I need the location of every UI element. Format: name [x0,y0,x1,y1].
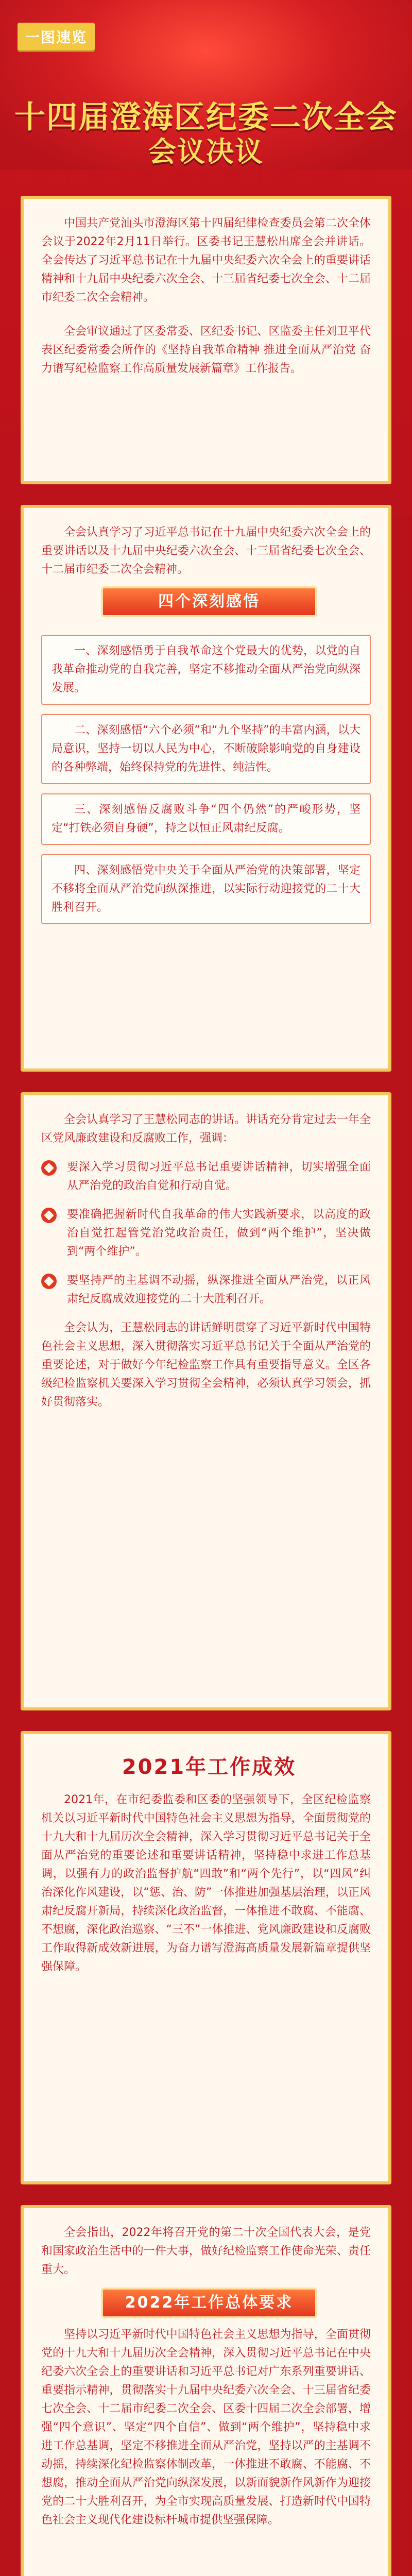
section3-intro: 全会认真学习了王慧松同志的讲话。讲话充分肯定过去一年全区党风廉政建设和反腐败工作，强调： [41,1113,371,1145]
page-title-line2: 会议决议 [148,135,264,168]
speech-item: 要深入学习贯彻习近平总书记重要讲话精神，切实增强全面从严治党的政治自觉和行动自觉。 [41,1158,371,1195]
section5-text: 坚持以习近平新时代中国特色社会主义思想为指导，全面贯彻党的十九大和十九届历次全会精神，深入贯彻习近平总书记在中央纪委六次全会上的重要讲话和习近平总书记对广东系列重要讲话、重要指示精神，贯彻落实十九届中央纪委六次全会、十三届省纪委七次全会、十二届市纪委二次全会、区委十四届二次全会部署，增强“四个意识”、坚定“四个自信”、做到“两个维护”，坚持稳中求进工作总基调，坚定不移推进全面从严治党，坚持以严的主基调不动摇，持续深化纪检监察体制改革，一体推进不敢腐、不能腐、不想腐，推动全面从严治党向纵深发展，以新面貌新作风新作为迎接党的二十大胜利召开，为全市实现高质量发展、打造新时代中国特色社会主义现代化建设标杆城市提供坚强保障。 [41,2328,371,2527]
speech-item: 要坚持严的主基调不动摇，纵深推进全面从严治党，以正风肃纪反腐成效迎接党的二十大胜利召开。 [41,1272,371,1309]
section-2022-requirements [21,2205,391,2576]
intro-paragraph-2: 全会审议通过了区委常委、区纪委书记、区监委主任刘卫平代表区纪委常委会所作的《坚持自我革命精神 推进全面从严治党 奋力谱写纪检监察工作高质量发展新篇章》工作报告。 [41,325,371,375]
insight-item-3: 三、深刻感悟反腐败斗争“四个仍然”的严峻形势，坚定“打铁必须自身硬”，持之以恒正风肃纪反腐。 [41,793,371,845]
section4-text: 2021年，在市纪委监委和区委的坚强领导下，全区纪检监察机关以习近平新时代中国特色社会主义思想为指导，全面贯彻党的十九大和十九届历次全会精神，深入学习贯彻习近平总书记关于全面从严治党的重要论述和重要讲话精神，坚持稳中求进工作总基调，以强有力的政治监督护航“四敢”和“两个先行”，以“四风”纠治深化作风建设，以“惩、治、防”一体推进加强基层治理，以正风肃纪反腐开新局，持续深化政治监督，一体推进不敢腐、不能腐、不想腐，深化政治巡察、“三不”一体推进、党风廉政建设和反腐败工作取得新成效新进展，为奋力谱写澄海高质量发展新篇章提供坚强保障。 [41,1793,371,1973]
bullet-icon [41,1274,57,1289]
section5-banner: 2022年工作总体要求 [101,2287,317,2318]
speech-list [41,1158,371,1309]
bullet-icon [41,1160,57,1176]
section4-banner: 2021年工作成效 [101,1752,317,1783]
speech-item: 要准确把握新时代自我革命的伟大实践新要求，以高度的政治自觉扛起管党治党政治责任，做到“两个维护”，坚决做到“两个维护”。 [41,1206,371,1261]
insight-item-2: 二、深刻感悟“六个必须”和“九个坚持”的丰富内涵，以大局意识，坚持一切以人民为中心，不断破除影响党的自身建设的各种弊端，始终保持党的先进性、纯洁性。 [41,714,371,784]
insight-item-1: 一、深刻感悟勇于自我革命这个党最大的优势，以党的自我革命推动党的自我完善，坚定不移推动全面从严治党向纵深发展。 [41,635,371,705]
section-four-insights [21,505,391,1072]
section5-intro: 全会指出，2022年将召开党的第二十次全国代表大会，是党和国家政治生活中的一件大事，做好纪检监察工作使命光荣、责任重大。 [41,2226,371,2276]
insight-item-4: 四、深刻感悟党中央关于全面从严治党的决策部署，坚定不移将全面从严治党向纵深推进，以实际行动迎接党的二十大胜利召开。 [41,854,371,924]
header-stamp: 一图速览 [18,23,95,50]
bullet-icon [41,1208,57,1223]
header [0,0,412,170]
intro-paragraph-1: 中国共产党汕头市澄海区第十四届纪律检查委员会第二次全体会议于2022年2月11日举行。区委书记王慧松出席全会并讲话。全会传达了习近平总书记在十九届中央纪委六次全会上的重要讲话精神和十九届中央纪委六次全会、十三届省纪委七次全会、十二届市纪委二次全会精神。 [41,217,371,304]
section3-closing: 全会认为，王慧松同志的讲话鲜明贯穿了习近平新时代中国特色社会主义思想，深入贯彻落实习近平总书记关于全面从严治党的重要论述，对于做好今年纪检监察工作具有重要指导意义。全区各级纪检监察机关要深入学习贯彻全会精神，必须认真学习领会，抓好贯彻落实。 [41,1321,371,1409]
section-2021-results [21,1731,391,2184]
section-speech [21,1092,391,1710]
intro-panel [21,196,391,484]
page-title-line1: 十四届澄海区纪委二次全会 [14,99,398,135]
section2-banner: 四个深刻感悟 [101,586,317,617]
section2-intro: 全会认真学习了习近平总书记在十九届中央纪委六次全会上的重要讲话以及十九届中央纪委六次全会、十三届省纪委七次全会、十二届市纪委二次全会精神。 [41,526,371,576]
